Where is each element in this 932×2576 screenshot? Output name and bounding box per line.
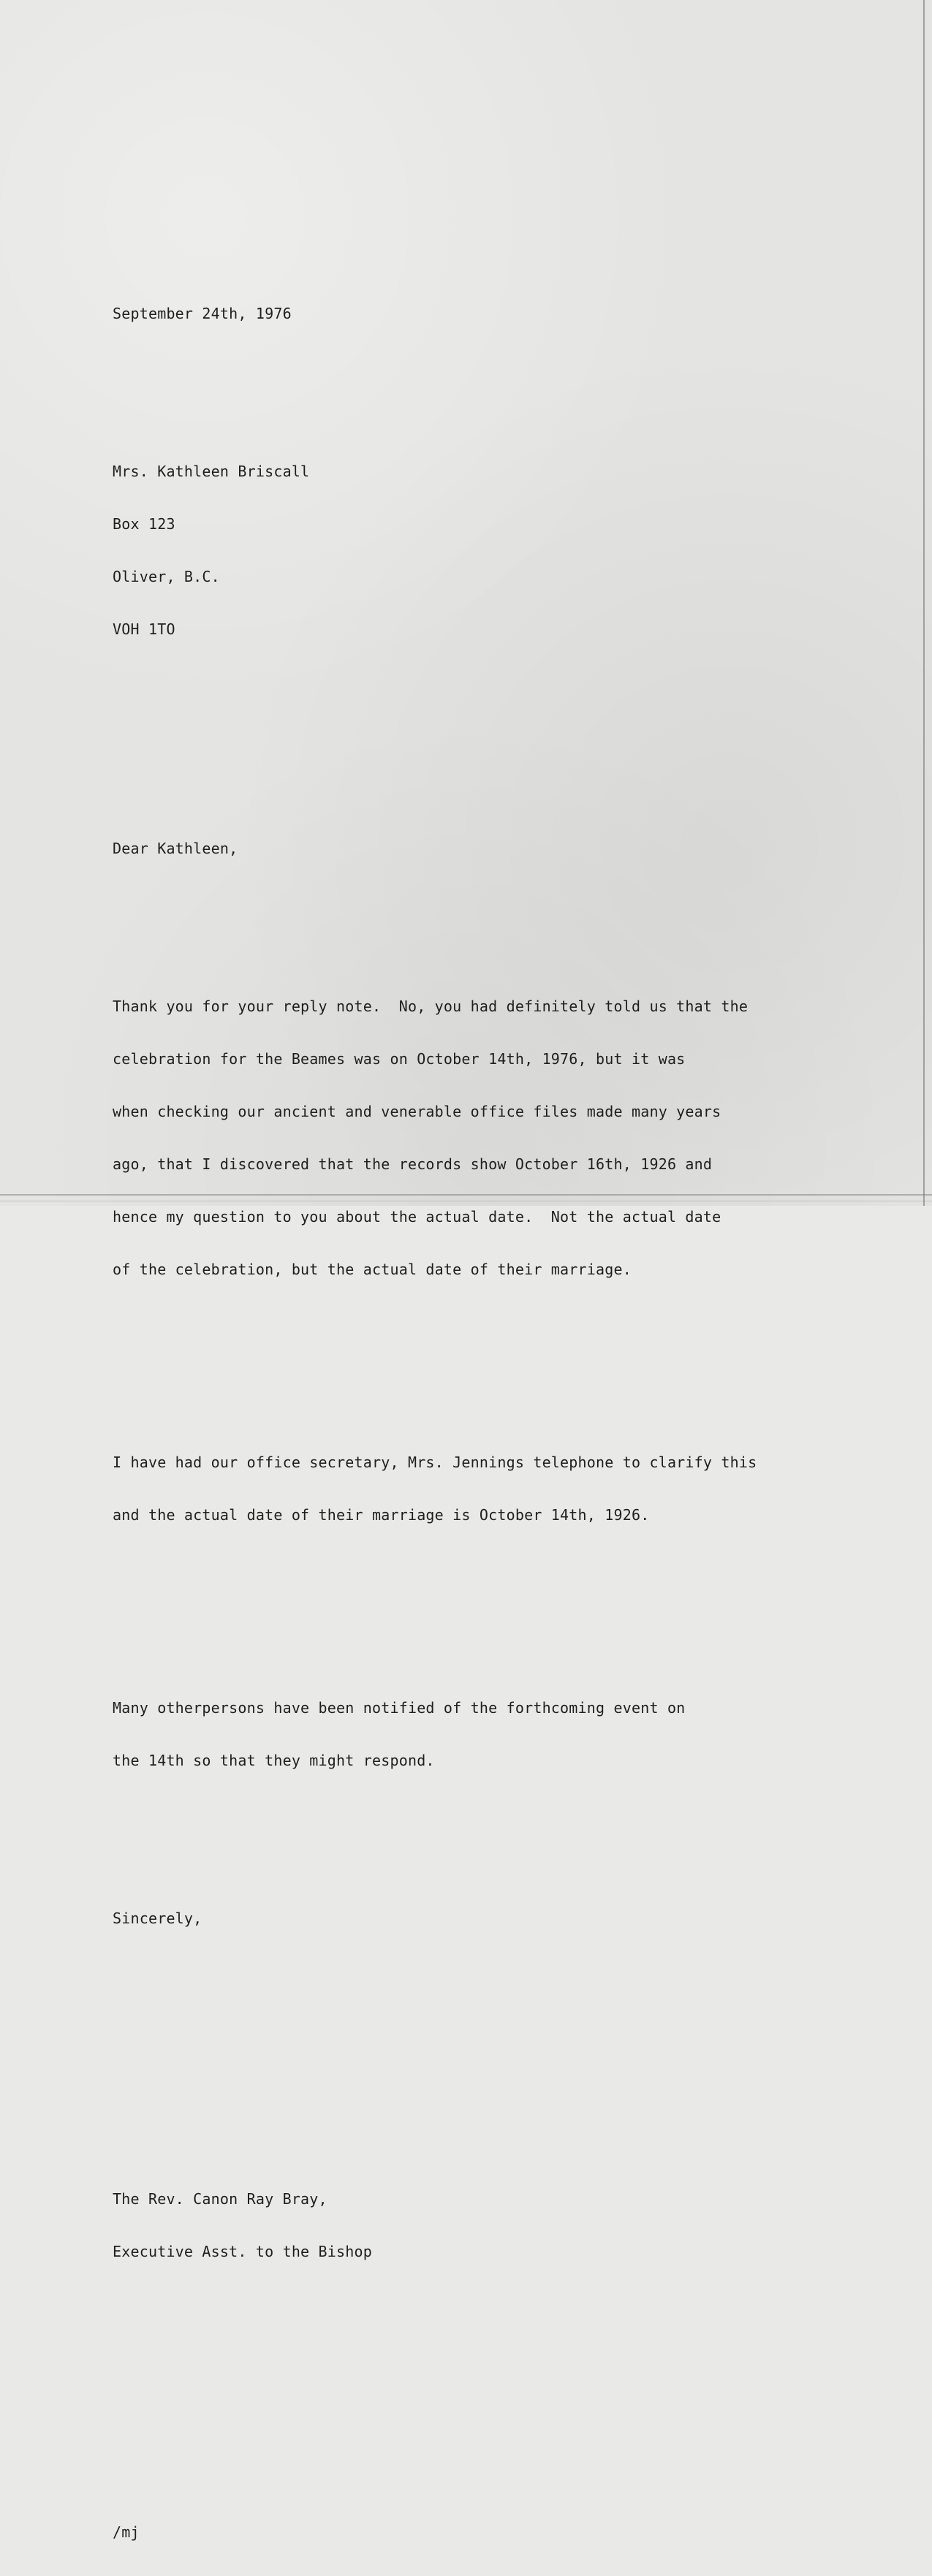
letter-body (113, 270, 757, 2576)
paragraph-line: Thank you for your reply note. No, you had definitely told us that the (113, 998, 749, 1015)
signature-name: The Rev. Canon Ray Bray, (113, 2190, 327, 2208)
paragraph-line: I have had our office secretary, Mrs. Jennings telephone to clarify this (113, 1454, 757, 1471)
paragraph-line: and the actual date of their marriage is October 14th, 1926. (113, 1506, 650, 1524)
paragraph-line: Many otherpersons have been notified of the forthcoming event on (113, 1699, 686, 1717)
paragraph-line: celebration for the Beames was on October 14th, 1976, but it was (113, 1050, 686, 1068)
recipient-box: Box 123 (113, 515, 175, 533)
letter-date: September 24th, 1976 (113, 305, 292, 322)
paragraph-line: hence my question to you about the actual date. Not the actual date (113, 1208, 721, 1226)
paragraph-line: when checking our ancient and venerable office files made many years (113, 1103, 721, 1120)
recipient-name: Mrs. Kathleen Briscall (113, 463, 310, 480)
paragraph-line: the 14th so that they might respond. (113, 1752, 435, 1769)
signature-block (113, 2155, 757, 2295)
paragraph-2 (113, 1418, 757, 1559)
paragraph-1 (113, 962, 757, 1313)
paragraph-line: of the celebration, but the actual date of their marriage. (113, 1261, 632, 1278)
page-edge-right (923, 0, 925, 1206)
paragraph-3 (113, 1664, 757, 1804)
recipient-city: Oliver, B.C. (113, 568, 220, 585)
recipient-address (113, 428, 757, 673)
closing: Sincerely, (113, 1910, 202, 1927)
recipient-postal-code: VOH 1TO (113, 620, 175, 638)
typist-initials: /mj (113, 2523, 140, 2541)
salutation: Dear Kathleen, (113, 840, 238, 857)
paragraph-line: ago, that I discovered that the records show October 16th, 1926 and (113, 1155, 713, 1173)
signature-title: Executive Asst. to the Bishop (113, 2243, 372, 2260)
